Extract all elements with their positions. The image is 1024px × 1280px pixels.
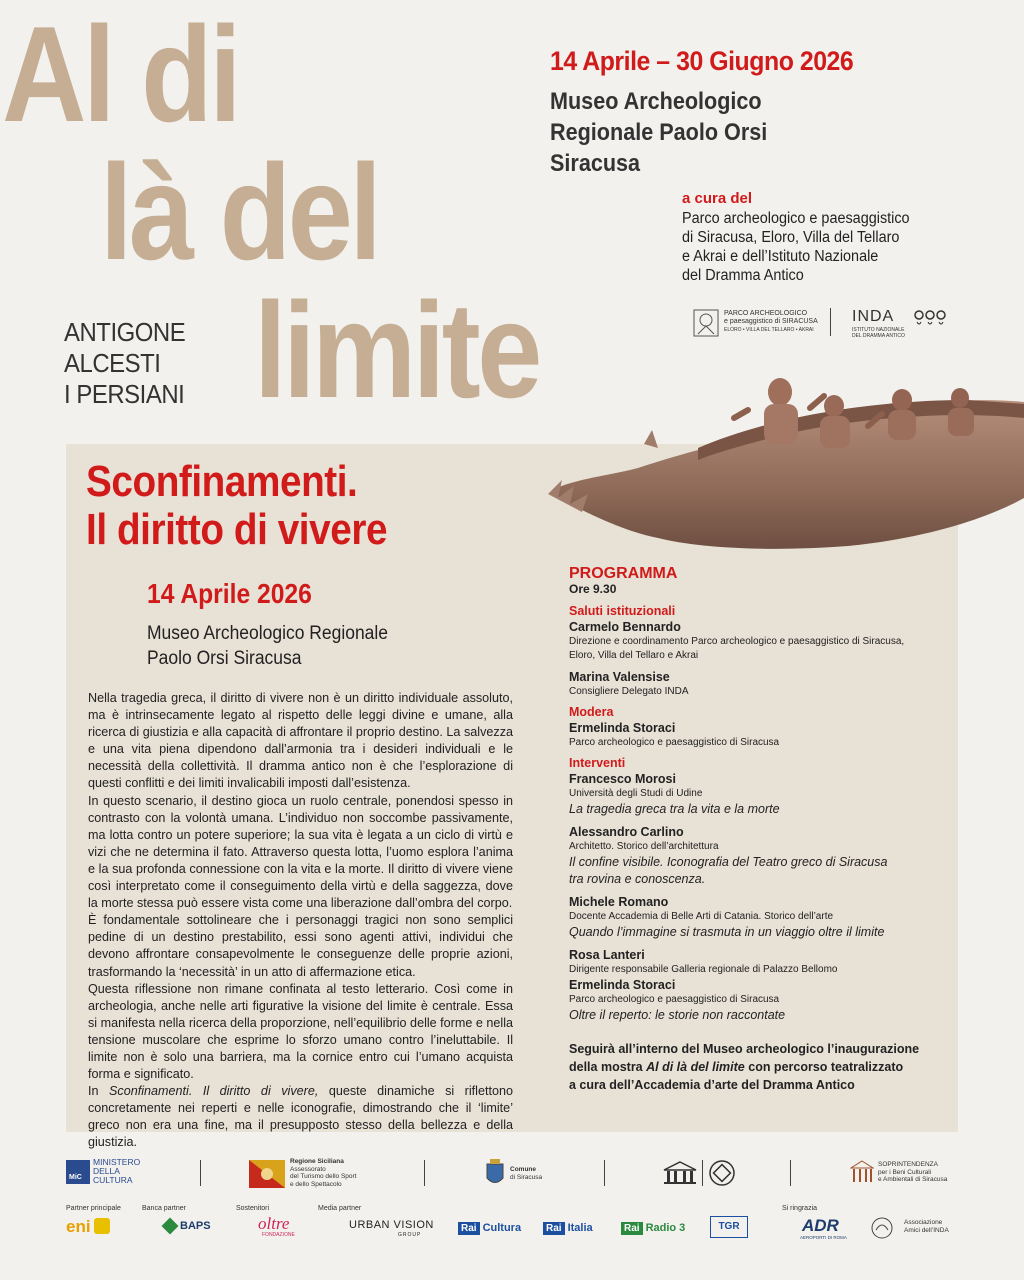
speaker-role: Parco archeologico e paesaggistico di Siracusa (569, 737, 780, 748)
speaker-name: Ermelinda Storaci (569, 721, 676, 735)
oltre-sub: FONDAZIONE (262, 1232, 295, 1238)
inda-sub (852, 327, 905, 339)
speaker-name: Rosa Lanteri (569, 948, 645, 962)
outro-post: con percorso teatralizzato (744, 1060, 904, 1074)
logo-divider (200, 1160, 201, 1186)
soprintendenza-icon (850, 1160, 874, 1186)
sopr-line: SOPRINTENDENZA (878, 1161, 938, 1168)
label-si-ringrazia: Si ringrazia (782, 1205, 818, 1212)
cura-line: di Siracusa, Eloro, Villa del Tellaro (682, 229, 900, 246)
parco-line: ELORO • VILLA DEL TELLARO • AKRAI (724, 327, 814, 333)
program-outro (569, 1040, 939, 1094)
ministero-logo-text (93, 1158, 140, 1185)
regione-line: e dello Spettacolo (290, 1180, 342, 1188)
label-partner-principale: Partner principale (66, 1205, 121, 1212)
description-paragraph: Nella tragedia greca, il diritto di vivere non è un diritto individuale assoluto, ma è intrinsecamente legato al rispetto delle leggi divine e umane, alla ricerca di giustizia e alla capacità di affrontare il proprio destino. La salvezza e una vita piena dipendono dall’armonia tra i desideri individuali e le necessità della collettività. Il dramma antico non è che l’esplorazione di questi conflitti e dei limiti invalicabili imposti dall’esistenza. (88, 691, 513, 791)
adr-logo: ADR (802, 1216, 839, 1235)
rai-badge: Rai (543, 1222, 565, 1235)
tgr-logo: TGR (710, 1216, 748, 1238)
event-date: 14 Aprile 2026 (147, 578, 312, 609)
ministero-line: MINISTERO (93, 1157, 141, 1167)
amici-line: Associazione (904, 1219, 943, 1226)
oltre-logo: oltre (258, 1214, 290, 1233)
title-line-3: limite (254, 274, 539, 426)
speaker-role: Dirigente responsabile Galleria regionale di Palazzo Bellomo (569, 964, 838, 975)
ministero-line: CULTURA (93, 1175, 133, 1185)
speaker-role: Architetto. Storico dell’architettura (569, 841, 719, 852)
speaker-role: Eloro, Villa del Tellaro e Akrai (569, 650, 699, 661)
program (569, 566, 939, 1094)
outro-line: Seguirà all’interno del Museo archeologico l’inaugurazione (569, 1042, 920, 1056)
speaker-name: Michele Romano (569, 895, 669, 909)
talk-title: Oltre il reperto: le storie non raccontate (569, 1008, 786, 1022)
show-alcesti: ALCESTI (64, 348, 161, 378)
speaker-name: Marina Valensise (569, 670, 670, 684)
event-venue-line: Museo Archeologico Regionale (147, 623, 388, 644)
exhibition-venue (550, 86, 767, 179)
program-heading: PROGRAMMA (569, 565, 678, 582)
comune-crest-icon (484, 1158, 506, 1188)
mic-label: MiC (69, 1174, 82, 1181)
description-paragraph (88, 1083, 513, 1151)
logo-divider (830, 308, 831, 336)
eni-logo: eni (66, 1217, 91, 1236)
parco-logo-icon (692, 308, 720, 338)
talk-title: La tragedia greca tra la vita e la morte (569, 802, 780, 816)
inda-logo: INDA (852, 308, 895, 325)
outro-line: a cura dell’Accademia d’arte del Dramma Antico (569, 1078, 855, 1092)
comune-logo-text (510, 1166, 542, 1181)
description-paragraph: Questa riflessione non rimane confinata al testo letterario. Così come in archeologia, anche nelle arti figurative la visione del limite è centrale. Essa si manifesta nella ricerca della proporzione, nell’equilibrio delle forme e nella tensione muscolare che esprime lo sforzo umano contro l’ineluttabile. Il limite non è solo una barriera, ma la cornice entro cui l’umano acquista forma e significato. (88, 981, 513, 1082)
logo-divider (702, 1160, 703, 1186)
exhibition-dates: 14 Aprile – 30 Giugno 2026 (550, 46, 854, 76)
logo-divider (424, 1160, 425, 1186)
speaker-role: Consigliere Delegato INDA (569, 686, 689, 697)
description-paragraph: È fondamentale sottolineare che i personaggi tragici non sono semplici pedine di un destino prestabilito, essi sono agenti attivi, individui che devono affrontare consapevolmente le conseguenze delle proprie azioni, trasformando la ‘necessità’ in un atto di affermazione etica. (88, 913, 513, 979)
speaker-role: Università degli Studi di Udine (569, 788, 703, 799)
amici-inda-text (904, 1219, 949, 1234)
baps-logo: BAPS (180, 1220, 211, 1232)
program-time: Ore 9.30 (569, 582, 617, 596)
speaker-name: Francesco Morosi (569, 772, 676, 786)
p5-em: Sconfinamenti. Il diritto di vivere, (109, 1084, 319, 1099)
parco-logo-text (724, 310, 818, 334)
rai-radio3-text: Radio 3 (645, 1222, 686, 1234)
show-antigone: ANTIGONE (64, 317, 186, 347)
venue-line: Museo Archeologico (550, 88, 762, 115)
talk-title: Quando l’immagine si trasmuta in un viaggio oltre il limite (569, 925, 885, 939)
parco-line: PARCO ARCHEOLOGICO (724, 310, 808, 317)
rai-radio3-logo (621, 1218, 685, 1238)
cura-line: del Dramma Antico (682, 267, 804, 284)
section-saluti: Saluti istituzionali (569, 604, 676, 618)
speaker-role: Parco archeologico e paesaggistico di Siracusa (569, 994, 780, 1005)
venue-line: Regionale Paolo Orsi (550, 119, 768, 146)
regione-line: Regione Siciliana (290, 1158, 344, 1165)
talk-title: tra rovina e conoscenza. (569, 872, 706, 886)
section-modera: Modera (569, 705, 614, 719)
event-title (86, 458, 387, 554)
eni-dog-icon (94, 1218, 110, 1234)
outro-pre: della mostra (569, 1060, 647, 1074)
p5-pre: In (88, 1084, 110, 1099)
institution-logos (66, 1158, 958, 1192)
world-heritage-icon (708, 1159, 736, 1187)
comune-line: Comune (510, 1166, 536, 1173)
description-paragraph: In questo scenario, il destino gioca un ruolo centrale, ponendosi spesso in contrasto con la volontà umana. L’individuo non soccombe passivamente, ma lotta contro un potere superiore; la sua vita è legata a un ciclo di virtù e vizi che ne determina il fato. Attraverso questa lotta, l’uomo esplora l’anima e la sua profonda connessione con la vita e la morte. Il diritto di vivere viene così interpretato come il conseguimento della virtù e della saggezza, dove la morte stessa può essere vista come una liberazione dall’ombra del corpo. (88, 793, 513, 911)
rai-badge: Rai (458, 1222, 480, 1235)
cura-text (682, 209, 910, 285)
speaker-role: Docente Accademia di Belle Arti di Catania. Storico dell’arte (569, 911, 834, 922)
show-persiani: I PERSIANI (64, 379, 185, 409)
event-venue (147, 621, 388, 671)
regione-line: del Turismo dello Sport (290, 1173, 357, 1180)
parco-line: e paesaggistico di SIRACUSA (724, 318, 818, 325)
baps-icon (162, 1218, 179, 1235)
soprintendenza-logo-text (878, 1161, 947, 1184)
amici-line: Amici dell’INDA (904, 1226, 949, 1234)
logo-divider (790, 1160, 791, 1186)
trinacria-icon (248, 1159, 286, 1189)
adr-sub: AEROPORTI DI ROMA (800, 1235, 847, 1240)
event-venue-line: Paolo Orsi Siracusa (147, 648, 302, 669)
speaker-name: Alessandro Carlino (569, 825, 684, 839)
event-description (88, 690, 513, 1152)
terracotta-boat-image (548, 348, 1024, 558)
amici-inda-icon (870, 1216, 894, 1240)
comune-line: di Siracusa (510, 1173, 543, 1181)
unesco-icon (662, 1160, 698, 1186)
speaker-role: Direzione e coordinamento Parco archeologico e paesaggistico di Siracusa, (569, 636, 905, 647)
cura-label: a cura del (682, 190, 753, 207)
outro-em: Al di là del limite (646, 1060, 745, 1074)
label-sostenitori: Sostenitori (236, 1205, 270, 1212)
cura-line: Parco archeologico e paesaggistico (682, 210, 910, 227)
rai-italia-logo (543, 1218, 593, 1238)
event-title-line: Sconfinamenti. (86, 457, 358, 506)
sopr-line: per i Beni Culturali (878, 1168, 932, 1176)
rai-cultura-logo (454, 1218, 525, 1238)
sopr-line: e Ambientali di Siracusa (878, 1176, 948, 1183)
regione-logo-text (290, 1158, 356, 1188)
rai-italia-text: Italia (567, 1222, 593, 1234)
p5-post: queste dinamiche si riflettono concretamente nei reperti e nelle iconografie, dimostrando che il ‘limite’ greco non era una fine, ma il presupposto stesso della bellezza e della giustizia. (88, 1084, 513, 1150)
inda-mask-icon (912, 306, 948, 328)
title-line-1: Al di (2, 0, 239, 150)
shows-list (64, 317, 185, 410)
logo-divider (604, 1160, 605, 1186)
rai-badge: Rai (621, 1222, 643, 1235)
ministero-line: DELLA (93, 1166, 120, 1176)
cura-line: e Akrai e dell’Istituto Nazionale (682, 248, 879, 265)
speaker-name: Ermelinda Storaci (569, 978, 676, 992)
rai-cultura-text: Cultura (482, 1222, 522, 1234)
outro-line (569, 1058, 939, 1076)
venue-line: Siracusa (550, 150, 641, 177)
label-banca-partner: Banca partner (142, 1205, 186, 1212)
inda-sub-line: ISTITUTO NAZIONALE (852, 327, 905, 333)
label-media-partner: Media partner (318, 1205, 362, 1212)
urban-vision-logo: URBAN VISION (349, 1219, 434, 1231)
organizer-logos (692, 306, 952, 340)
inda-sub-line: DEL DRAMMA ANTICO (852, 333, 905, 339)
event-title-line: Il diritto di vivere (86, 505, 388, 554)
section-interventi: Interventi (569, 756, 626, 770)
title-line-2: là del (100, 136, 379, 288)
talk-title: Il confine visibile. Iconografia del Teatro greco di Siracusa (569, 855, 888, 869)
urban-vision-sub: GROUP (398, 1232, 422, 1238)
speaker-name: Carmelo Bennardo (569, 620, 681, 634)
regione-line: Assessorato (290, 1165, 326, 1173)
